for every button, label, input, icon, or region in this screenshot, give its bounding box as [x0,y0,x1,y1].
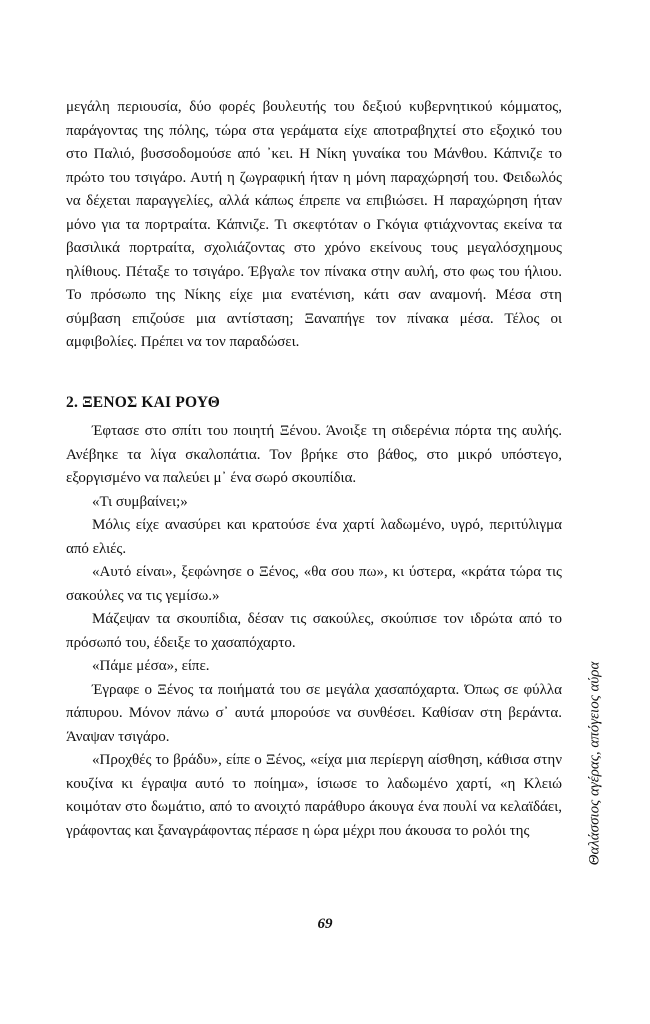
body-paragraph: Μόλις είχε ανασύρει και κρατούσε ένα χαρτί λαδωμένο, υγρό, περιτύλιγμα από ελιές. [66,517,562,557]
dialogue-line: «Τι συμβαίνει;» [92,493,188,510]
running-title-vertical [584,618,606,908]
page-number: 69 [317,916,333,932]
body-paragraph: μεγάλη περιουσία, δύο φορές βουλευτής του δεξιού κυβερνητικού κόμματος, παράγοντας της πόλης, τώρα στα γεράματα είχε αποτραβηχτεί στο εξοχικό του στο Παλιό, βυσσοδομούσε από ᾽κει. Η Νίκη γυναίκα του Μάνθου. Κάπνιζε το πρώτο του τσιγάρο. Αυτή η ζωγραφική ήταν η μόνη παραχώρησή του. Φειδωλός να δέχεται παραγγελίες, αλλά κάπως έπρεπε να επιβιώσει. Η παραχώρηση ήταν μόνο για τα πορτραίτα. Κάπνιζε. Τι σκεφτόταν ο Γκόγια φτιάχνοντας εκείνα τα βασιλικά πορτραίτα, σχολιάζοντας στο χρόνο εκείνους τους μεγαλόσχημους ηλίθιους. Πέταξε το τσιγάρο. Έβγαλε τον πίνακα στην αυλή, στο φως του ήλιου. Το πρόσωπο της Νίκης είχε μια ενατένιση, κάτι σαν αναμονή. Μέσα στη σύμβαση επιζούσε μια αντίσταση; Ξαναπήγε τον πίνακα μέσα. Τέλος οι αμφιβολίες. Πρέπει να τον παραδώσει. [66,99,562,350]
body-paragraph: Έγραφε ο Ξένος τα ποιήματά του σε μεγάλα χασαπόχαρτα. Όπως σε φύλλα πάπυρου. Μόνον πάνω σ᾽ αυτά μπορούσε να συνθέσει. Καθίσαν στη βεράντα. Άναψαν τσιγάρο. [66,681,562,745]
page-body [66,96,562,843]
section-heading: 2. ΞΕΝΟΣ ΚΑΙ ΡΟΥΘ [66,393,220,411]
dialogue-line: «Πάμε μέσα», είπε. [92,658,210,674]
dialogue-line: «Αυτό είναι», ξεφώνησε ο Ξένος, «θα σου πω», κι ύστερα, «κράτα τώρα τις σακούλες να τις γεμίσω.» [66,564,562,604]
body-paragraph: «Προχθές το βράδυ», είπε ο Ξένος, «είχα μια περίεργη αίσθηση, κάθισα στην κουζίνα κι έγραψα αυτό το ποίημα», ίσιωσε το λαδωμένο χαρτί, «η Κλειώ κοιμόταν στο δωμάτιο, από το ανοιχτό παράθυρο άκουγα ένα πουλί να κελαϊδάει, γράφοντας και ξαναγράφοντας πέρασε η ώρα μέχρι που άκουσα το ρολόι της [66,752,562,839]
body-paragraph: Μάζεψαν τα σκουπίδια, δέσαν τις σακούλες, σκούπισε τον ιδρώτα από το πρόσωπό του, έδειξε το χασαπόχαρτο. [66,611,562,651]
body-paragraph: Έφτασε στο σπίτι του ποιητή Ξένου. Άνοιξε τη σιδερένια πόρτα της αυλής. Ανέβηκε τα λίγα σκαλοπάτια. Τον βρήκε στο βάθος, στο μικρό υπόστεγο, εξοργισμένο να παλεύει μ᾽ ένα σωρό σκουπίδια. [66,423,562,486]
running-title-text: Θαλάσσιος αγέρας, απόγειος αύρα [586,661,603,865]
